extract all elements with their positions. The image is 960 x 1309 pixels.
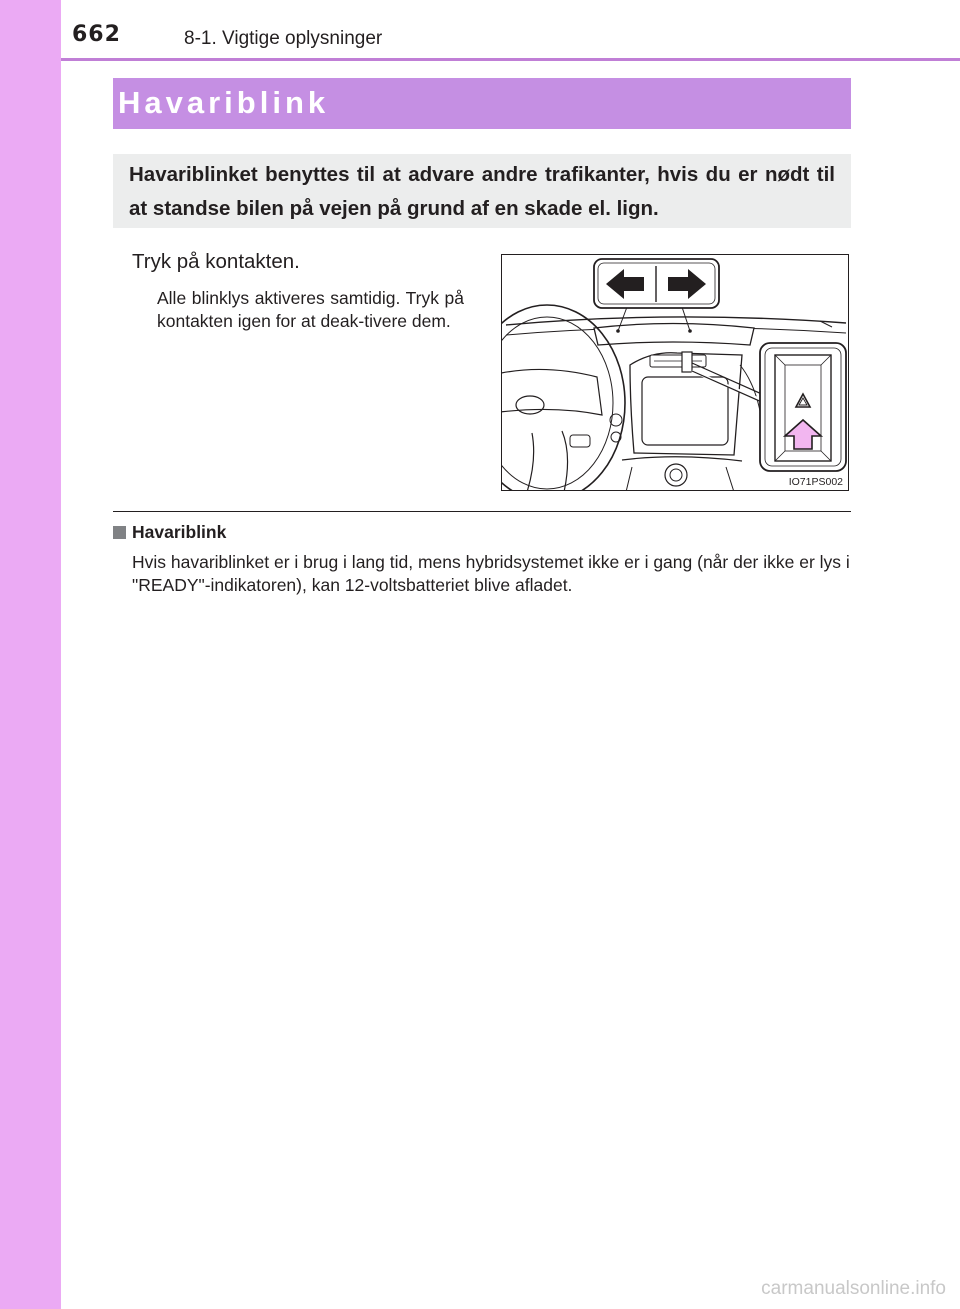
page-number: 662 bbox=[72, 22, 121, 47]
side-strip bbox=[0, 0, 61, 1309]
dashboard-drawing bbox=[502, 255, 849, 491]
step-text: Tryk på kontakten. bbox=[132, 250, 300, 273]
watermark[interactable]: carmanualsonline.info bbox=[761, 1278, 946, 1299]
header-rule bbox=[61, 58, 960, 61]
note-text: Hvis havariblinket er i brug i lang tid, mens hybridsystemet ikke er i gang (når der ikke er lys i "READY"-indikatoren), kan 12-voltsbatteriet blive afladet. bbox=[132, 552, 850, 595]
title-band bbox=[113, 78, 851, 129]
note-heading bbox=[113, 522, 226, 543]
section-divider bbox=[113, 511, 851, 512]
intro-box bbox=[113, 154, 851, 228]
intro-text: Havariblinket benyttes til at advare andre trafikanter, hvis du er nødt til at standse bilen på vejen på grund af en skade el. lign. bbox=[129, 163, 835, 220]
note-heading-label: Havariblink bbox=[132, 522, 227, 542]
step-description: Alle blinklys aktiveres samtidig. Tryk på kontakten igen for at deak-tivere dem. bbox=[157, 288, 464, 331]
dashboard-illustration bbox=[501, 254, 849, 491]
page-title: Havariblink bbox=[118, 85, 330, 120]
bullet-square-icon bbox=[113, 526, 126, 539]
figure-code: IO71PS002 bbox=[788, 476, 843, 488]
section-title: 8-1. Vigtige oplysninger bbox=[184, 28, 383, 49]
